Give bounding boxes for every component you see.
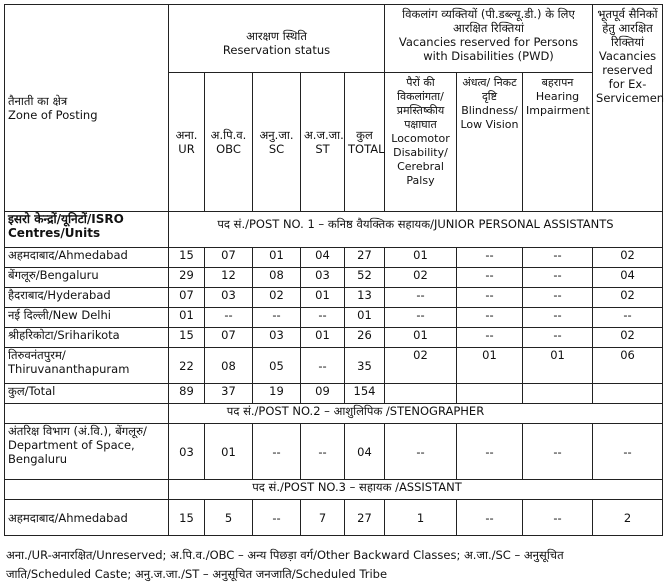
obc-header bbox=[205, 73, 253, 212]
obc-cell: -- bbox=[205, 308, 253, 328]
hear-cell bbox=[523, 384, 593, 404]
obc-cell: 03 bbox=[205, 288, 253, 308]
loco-header-hi: पैरों की विकलांगता/ प्रमस्तिष्कीय पक्षाघात bbox=[396, 76, 445, 131]
exs-cell: -- bbox=[593, 308, 663, 328]
loco-header bbox=[385, 73, 457, 212]
zone-cell: कुल/Total bbox=[5, 384, 169, 404]
sc-header-en: SC bbox=[268, 142, 285, 156]
ur-cell: 07 bbox=[169, 288, 205, 308]
zone-cell: श्रीहरिकोटा/Sriharikota bbox=[5, 328, 169, 348]
sc-cell: 05 bbox=[253, 348, 301, 384]
ur-header bbox=[169, 73, 205, 212]
ur-cell: 29 bbox=[169, 268, 205, 288]
ur-cell: 15 bbox=[169, 328, 205, 348]
sc-cell: -- bbox=[253, 424, 301, 480]
blind-header-en: Blindness/ Low Vision bbox=[460, 104, 519, 131]
loco-header-en: Locomotor Disability/ Cerebral Palsy bbox=[391, 132, 450, 187]
exs-header-hi: भूतपूर्व सैनिकों हेतु आरक्षित रिक्तियां bbox=[597, 7, 658, 49]
loco-cell: 01 bbox=[385, 248, 457, 268]
blind-cell: -- bbox=[457, 248, 523, 268]
st-cell: 09 bbox=[301, 384, 345, 404]
hear-header-hi: बहरापन bbox=[541, 76, 574, 89]
sc-cell: -- bbox=[253, 500, 301, 536]
zone-header-cell bbox=[5, 5, 169, 212]
footnote-line-1: अना./UR-अनारक्षित/Unreserved; अ.पि.व./OBC – अन्य पिछड़ा वर्ग/Other Backward Classes; अ.जा./SC – अनुसूचित bbox=[6, 548, 564, 562]
obc-cell: 37 bbox=[205, 384, 253, 404]
zone-header-en: Zone of Posting bbox=[8, 108, 98, 122]
blind-cell: -- bbox=[457, 288, 523, 308]
post2-label: पद सं./POST NO.2 – आशुलिपिक /STENOGRAPHER bbox=[169, 404, 663, 424]
ur-cell: 89 bbox=[169, 384, 205, 404]
table-row bbox=[5, 248, 663, 268]
st-header-hi: अ.ज.जा. bbox=[304, 128, 344, 142]
blind-cell: -- bbox=[457, 328, 523, 348]
hear-header-en: Hearing Impairment bbox=[526, 90, 590, 117]
hear-cell: -- bbox=[523, 500, 593, 536]
total-cell: 26 bbox=[345, 328, 385, 348]
table-row bbox=[5, 384, 663, 404]
blind-header-hi: अंधत्व/ निकट दृष्टि bbox=[462, 76, 517, 103]
table-row bbox=[5, 348, 663, 384]
sc-cell: 08 bbox=[253, 268, 301, 288]
hear-cell: -- bbox=[523, 328, 593, 348]
loco-cell bbox=[385, 384, 457, 404]
total-header-en: TOTAL bbox=[348, 142, 385, 156]
sc-cell: 01 bbox=[253, 248, 301, 268]
blind-cell: -- bbox=[457, 268, 523, 288]
obc-cell: 5 bbox=[205, 500, 253, 536]
post2-header-row bbox=[5, 404, 663, 424]
exs-header-cell bbox=[593, 5, 663, 212]
zone-header-hi: तैनाती का क्षेत्र bbox=[8, 94, 68, 108]
ur-cell: 15 bbox=[169, 500, 205, 536]
obc-header-en: OBC bbox=[216, 142, 241, 156]
obc-cell: 01 bbox=[205, 424, 253, 480]
blind-cell: -- bbox=[457, 500, 523, 536]
zone-cell: तिरुवनंतपुरम/ Thiruvananthapuram bbox=[5, 348, 169, 384]
hear-cell: -- bbox=[523, 268, 593, 288]
sc-cell: 02 bbox=[253, 288, 301, 308]
hear-cell: -- bbox=[523, 288, 593, 308]
reservation-header-en: Reservation status bbox=[222, 43, 331, 57]
total-header-hi: कुल bbox=[356, 128, 373, 142]
post3-header-row bbox=[5, 480, 663, 500]
zone-cell: हैदराबाद/Hyderabad bbox=[5, 288, 169, 308]
ur-cell: 01 bbox=[169, 308, 205, 328]
ur-header-en: UR bbox=[178, 142, 195, 156]
obc-cell: 08 bbox=[205, 348, 253, 384]
reservation-table bbox=[4, 4, 663, 536]
st-cell: -- bbox=[301, 348, 345, 384]
ur-cell: 15 bbox=[169, 248, 205, 268]
table-row bbox=[5, 268, 663, 288]
centres-label: इसरो केन्द्रों/यूनिटों/ISRO Centres/Units bbox=[5, 212, 169, 248]
hear-cell: 01 bbox=[523, 348, 593, 384]
exs-cell: 04 bbox=[593, 268, 663, 288]
table-row bbox=[5, 288, 663, 308]
hear-cell: -- bbox=[523, 308, 593, 328]
st-cell: 03 bbox=[301, 268, 345, 288]
total-cell: 01 bbox=[345, 308, 385, 328]
section1-rows bbox=[5, 248, 663, 404]
st-cell: 04 bbox=[301, 248, 345, 268]
loco-cell: 02 bbox=[385, 268, 457, 288]
sc-header bbox=[253, 73, 301, 212]
table-row bbox=[5, 308, 663, 328]
total-cell: 27 bbox=[345, 248, 385, 268]
st-cell: 01 bbox=[301, 288, 345, 308]
sc-cell: 03 bbox=[253, 328, 301, 348]
exs-cell: 02 bbox=[593, 288, 663, 308]
header-row-1 bbox=[5, 5, 663, 73]
pwd-header-hi: विकलांग व्यक्तियों (पी.डब्ल्यू.डी.) के लिए आरक्षित रिक्तियां bbox=[402, 7, 575, 35]
legend-footnote bbox=[6, 546, 666, 584]
st-cell: -- bbox=[301, 308, 345, 328]
sc-header-hi: अनु.जा. bbox=[259, 128, 294, 142]
zone-cell: बेंगलूरु/Bengaluru bbox=[5, 268, 169, 288]
section1-header-row bbox=[5, 212, 663, 248]
exs-cell: 2 bbox=[593, 500, 663, 536]
st-cell: 7 bbox=[301, 500, 345, 536]
hear-cell: -- bbox=[523, 424, 593, 480]
obc-cell: 07 bbox=[205, 248, 253, 268]
loco-cell: -- bbox=[385, 288, 457, 308]
exs-header-en: Vacancies reserved for Ex-Servicemen bbox=[596, 49, 665, 105]
total-cell: 04 bbox=[345, 424, 385, 480]
ur-cell: 03 bbox=[169, 424, 205, 480]
total-cell: 13 bbox=[345, 288, 385, 308]
reservation-header-cell bbox=[169, 5, 385, 73]
loco-cell: -- bbox=[385, 424, 457, 480]
st-cell: 01 bbox=[301, 328, 345, 348]
sc-cell: 19 bbox=[253, 384, 301, 404]
zone-cell: अहमदाबाद/Ahmedabad bbox=[5, 248, 169, 268]
post1-label: पद सं./POST NO. 1 – कनिष्ठ वैयक्तिक सहायक/JUNIOR PERSONAL ASSISTANTS bbox=[169, 212, 663, 248]
total-cell: 154 bbox=[345, 384, 385, 404]
sc-cell: -- bbox=[253, 308, 301, 328]
exs-cell bbox=[593, 384, 663, 404]
exs-cell: 02 bbox=[593, 248, 663, 268]
st-header-en: ST bbox=[315, 142, 330, 156]
blind-cell: 01 bbox=[457, 348, 523, 384]
blind-cell: -- bbox=[457, 424, 523, 480]
ur-header-hi: अना. bbox=[175, 128, 198, 142]
zone-cell: नई दिल्ली/New Delhi bbox=[5, 308, 169, 328]
blind-cell bbox=[457, 384, 523, 404]
total-cell: 35 bbox=[345, 348, 385, 384]
blind-cell: -- bbox=[457, 308, 523, 328]
hear-cell: -- bbox=[523, 248, 593, 268]
loco-cell: 01 bbox=[385, 328, 457, 348]
obc-cell: 12 bbox=[205, 268, 253, 288]
table-row bbox=[5, 328, 663, 348]
hear-header bbox=[523, 73, 593, 212]
obc-header-hi: अ.पि.व. bbox=[210, 128, 247, 142]
exs-cell: 02 bbox=[593, 328, 663, 348]
footnote-line-2: जाति/Scheduled Caste; अनु.ज.जा./ST – अनुसूचित जनजाति/Scheduled Tribe bbox=[6, 567, 388, 581]
pwd-header-en: Vacancies reserved for Persons with Disabilities (PWD) bbox=[398, 35, 579, 63]
obc-cell: 07 bbox=[205, 328, 253, 348]
post3-label: पद सं./POST NO.3 – सहायक /ASSISTANT bbox=[169, 480, 663, 500]
exs-cell: -- bbox=[593, 424, 663, 480]
pwd-header-cell bbox=[385, 5, 593, 73]
st-cell: -- bbox=[301, 424, 345, 480]
loco-cell: 02 bbox=[385, 348, 457, 384]
loco-cell: 1 bbox=[385, 500, 457, 536]
total-cell: 27 bbox=[345, 500, 385, 536]
st-header bbox=[301, 73, 345, 212]
blind-header bbox=[457, 73, 523, 212]
table-row bbox=[5, 500, 663, 536]
reservation-header-hi: आरक्षण स्थिति bbox=[246, 29, 307, 43]
ur-cell: 22 bbox=[169, 348, 205, 384]
total-cell: 52 bbox=[345, 268, 385, 288]
table-row bbox=[5, 424, 663, 480]
zone-cell: अहमदाबाद/Ahmedabad bbox=[5, 500, 169, 536]
zone-cell: अंतरिक्ष विभाग (अं.वि.), बेंगलूरु/ Department of Space, Bengaluru bbox=[5, 424, 169, 480]
exs-cell: 06 bbox=[593, 348, 663, 384]
total-header bbox=[345, 73, 385, 212]
loco-cell: -- bbox=[385, 308, 457, 328]
